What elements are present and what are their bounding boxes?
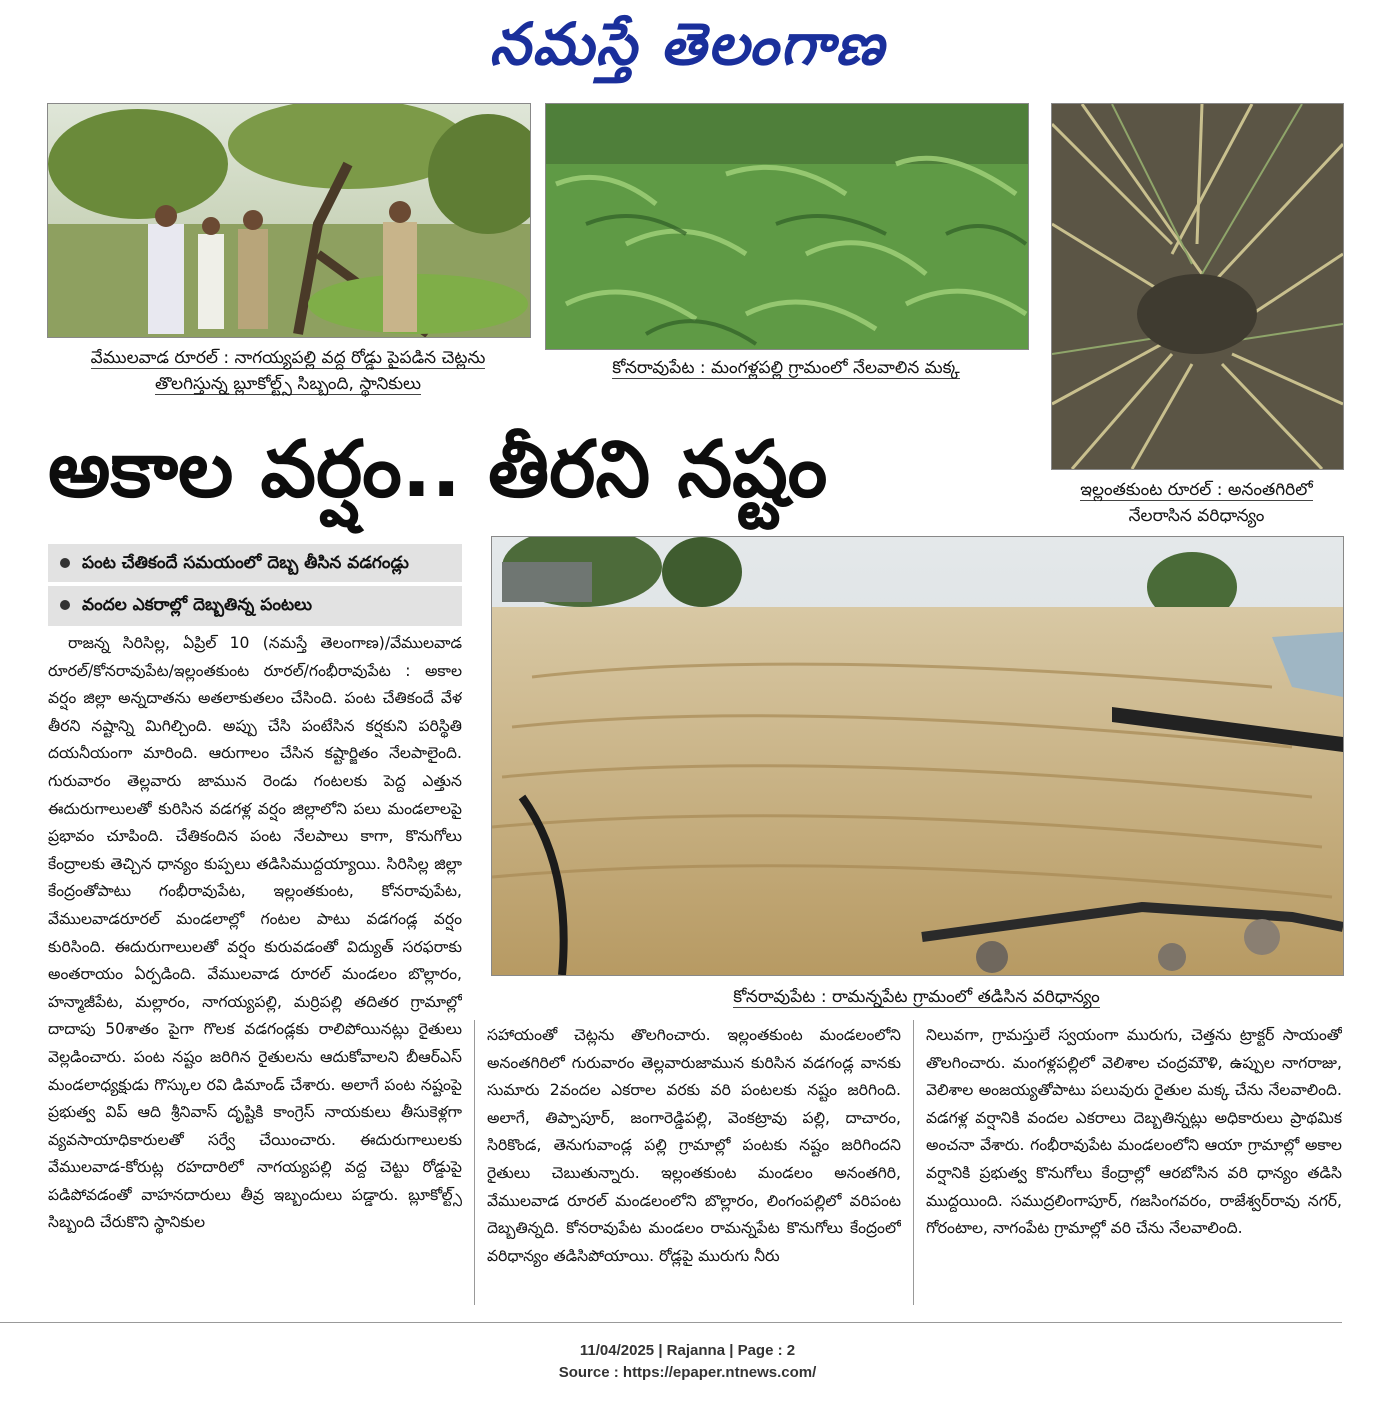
- headline: అకాల వర్షం.. తీరని నష్టం: [48, 425, 828, 515]
- masthead-logo: నమస్తే తెలంగాణ: [489, 10, 886, 78]
- photo2-caption-text: కోనరావుపేట : మంగళ్లపల్లి గ్రామంలో నేలవాలిన మక్క: [612, 358, 960, 378]
- grain-heaps-image: [492, 537, 1343, 975]
- article-column-2: సహాయంతో చెట్లను తొలగించారు. ఇల్లంతకుంట మండలంలోని అనంతగిరిలో గురువారం తెల్లవారుజామున కురిసిన వడగండ్ల వానకు సుమారు 2వందల ఎకరాల వరకు వరి పంటలకు నష్టం జరిగింది. అలాగే, తిప్పాపూర్, జంగారెడ్డిపల్లి, వెంకట్రావు పల్లి, దాచారం, సిరికొండ, తెనుగువాండ్ల పల్లి గ్రామాల్లో పంటకు నష్టం జరిగిందని రైతులు చెబుతున్నారు. ఇల్లంతకుంట మండలం అనంతగిరి, వేములవాడ రూరల్ మండలంలోని బొల్లారం, లింగంపల్లిలో వరిపంట దెబ్బతిన్నది. కోనరావుపేట మండలం రామన్నపేట కొనుగోలు కేంద్రంలో వరిధాన్యం తడిసిపోయాయి. రోడ్లపై మురుగు నీరు: [487, 1026, 901, 1265]
- photo4-caption: [491, 984, 1342, 1010]
- article-column-1: రాజన్న సిరిసిల్ల, ఏప్రిల్ 10 (నమస్తే తెలంగాణ)/వేములవాడ రూరల్/కోనరావుపేట/ఇల్లంతకుంట రూరల్/గంభీరావుపేట : అకాల వర్షం జిల్లా అన్నదాతను అతలాకుతలం చేసింది. పంట చేతికందే వేళ తీరని నష్టాన్ని మిగిల్చింది. అప్పు చేసి పంటేసిన కర్షకుని పరిస్థితి దయనీయంగా మారింది. ఆరుగాలం చేసిన కష్టార్జితం నేలపాలైంది. గురువారం తెల్లవారు జామున రెండు గంటలకు పెద్ద ఎత్తున ఈదురుగాలులతో కురిసిన వడగళ్ల వర్షం జిల్లాలోని పలు మండలాలపై ప్రభావం చూపింది. చేతికందిన పంట నేలపాలు కాగా, కొనుగోలు కేంద్రాలకు తెచ్చిన ధాన్యం కుప్పలు తడిసిముద్దయ్యాయి. సిరిసిల్ల జిల్లా కేంద్రంతోపాటు గంభీరావుపేట, ఇల్లంతకుంట, కోనరావుపేట, వేములవాడరూరల్ మండలాల్లో గంటల పాటు వడగండ్ల వర్షం కురిసింది. ఈదురుగాలులతో వర్షం కురువడంతో విద్యుత్ సరఫరాకు అంతరాయం ఏర్పడింది. వేములవాడ రూరల్ మండలం బొల్లారం, హన్మాజీపేట, మల్లారం, నాగయ్యపల్లి, మర్రిపల్లి తదితర గ్రామాల్లో దాదాపు 50శాతం పైగా గొలక వడగండ్లకు రాలిపోయినట్లు రైతులు వెల్లడించారు. పంట నష్టం జరిగిన రైతులను ఆదుకోవాలని బీఆర్ఎస్ మండలాధ్యక్షుడు గొస్కుల రవి డిమాండ్ చేశారు. అలాగే పంట నష్టంపై ప్రభుత్వ విప్ ఆది శ్రీనివాస్ దృష్టికి కాంగ్రెస్ నాయకులు తీసుకెళ్లగా వ్యవసాయాధికారులతో సర్వే చేయించారు. ఈదురుగాలులకు వేములవాడ-కోరుట్ల రహదారిలో నాగయ్యపల్లి వద్ద చెట్టు రోడ్డుపై పడిపోవడంతో వాహనదారులు తీవ్ర ఇబ్బందులు పడ్డారు. బ్లూకోల్ట్స్ సిబ్బంది చేరుకొని స్థానికుల: [48, 634, 462, 1232]
- photo1-caption-line2: తొలగిస్తున్న బ్లూకోల్ట్స్ సిబ్బంది, స్థానికులు: [155, 374, 421, 394]
- photo-flattened-maize: [545, 103, 1029, 350]
- photo3-caption-line2: నేలరాసిన వరిధాన్యం: [1128, 506, 1265, 526]
- photo1-caption-line1: వేములవాడ రూరల్ : నాగయ్యపల్లి వద్ద రోడ్డు పైపడిన చెట్లను: [90, 348, 486, 368]
- bullet-2: వందల ఎకరాల్లో దెబ్బతిన్న పంటలు: [48, 586, 462, 624]
- photo3-caption: [1051, 477, 1342, 529]
- bullet-1: పంట చేతికందే సమయంలో దెబ్బ తీసిన వడగండ్లు: [48, 544, 462, 586]
- column-divider-1: [474, 1020, 475, 1305]
- paddy-field-image: [1052, 104, 1343, 469]
- article-column-3: నిలువగా, గ్రామస్తులే స్వయంగా మురుగు, చెత్తను ట్రాక్టర్ సాయంతో తొలగించారు. మంగళ్లపల్లిలో వెలిశాల చంద్రమౌళి, ఉప్పుల నాగరాజు, వెలిశాల అంజయ్యతోపాటు పలువురు రైతుల మక్క చేను నేలవాలింది. వడగళ్ల వర్షానికి వందల ఎకరాలు దెబ్బతిన్నట్లు అధికారులు ప్రాథమిక అంచనా వేశారు. గంభీరావుపేట మండలంలోని ఆయా గ్రామాల్లో అకాల వర్షానికి ప్రభుత్వ కొనుగోలు కేంద్రాల్లో ఆరబోసిన వరి ధాన్యం తడిసి ముద్దయింది. సముద్రలింగాపూర్, గజసింగవరం, రాజేశ్వర్‌రావు నగర్, గోరంటాల, నాగంపేట గ్రామాల్లో వరి చేను నేలవాలింది.: [926, 1026, 1342, 1238]
- fallen-tree-image: [48, 104, 530, 337]
- photo-flattened-paddy: [1051, 103, 1344, 470]
- photo-wet-paddy-grain: [491, 536, 1344, 976]
- photo2-caption: [545, 355, 1027, 381]
- footer-date-edition-page: 11/04/2025 | Rajanna | Page : 2: [579, 1342, 796, 1359]
- footer-source-link[interactable]: Source : https://epaper.ntnews.com/: [558, 1364, 817, 1381]
- photo4-caption-text: కోనరావుపేట : రామన్నపేట గ్రామంలో తడిసిన వరిధాన్యం: [733, 987, 1100, 1007]
- photo3-caption-line1: ఇల్లంతకుంట రూరల్ : అనంతగిరిలో: [1080, 480, 1313, 500]
- photo-fallen-tree: [47, 103, 531, 338]
- subheadline-bullets: [48, 544, 462, 626]
- maize-field-image: [546, 104, 1028, 349]
- column-divider-2: [913, 1020, 914, 1305]
- page-bottom-rule: [0, 1322, 1342, 1323]
- photo1-caption: [47, 345, 529, 397]
